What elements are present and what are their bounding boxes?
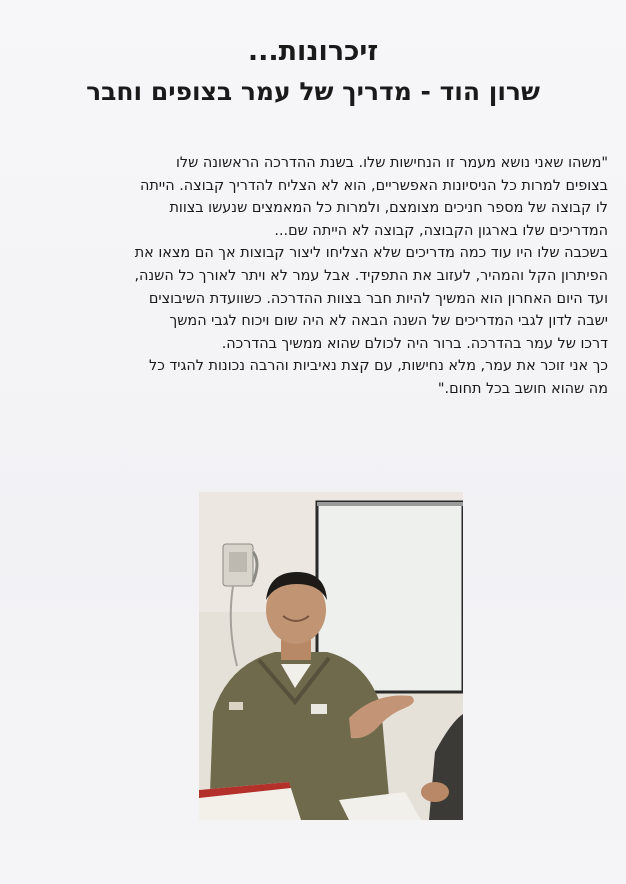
quote-line: ועד היום האחרון הוא המשיך להיות חבר בצוות ההדרכה. כשוועדת השיבוצים xyxy=(148,290,608,307)
quote-line: בצופים למרות כל הניסיונות האפשריים, הוא לא הצליח להדריך קבוצה. הייתה xyxy=(139,177,608,194)
quote-line: מה שהוא חושב בכל תחום." xyxy=(437,380,608,397)
photo xyxy=(199,492,463,820)
quote-line: לו קבוצה של מספר חניכים מצומצם, ולמרות כל המאמצים שנעשו בצוות xyxy=(169,200,608,217)
quote-line: דרכו של עמר בהדרכה. ברור היה לכולם שהוא ממשיך בהדרכה. xyxy=(221,335,608,352)
quote-line: "משהו שאני נושא מעמר זו הנחישות שלו. בשנת ההדרכה הראשונה שלו xyxy=(175,155,608,171)
quote-line: הפיתרון הקל והמהיר, לעזוב את התפקיד. אבל עמר לא ויתר לאורך כל השנה, xyxy=(134,267,608,284)
quote-line: המדריכים שלו בארגון הקבוצה, קבוצה לא הייתה שם... xyxy=(274,222,608,239)
memory-quote xyxy=(22,152,608,401)
photo-of-young-man-icon xyxy=(199,492,463,820)
quote-line: ישבה לדון לגבי המדריכים של השנה הבאה לא היה שום ויכוח לגבי המשך xyxy=(169,313,608,330)
quote-line: כך אני זוכר את עמר, מלא נחישות, עם קצת נאיביות והרבה נכונות להגיד כל xyxy=(149,358,608,375)
page-subtitle: שרון הוד - מדריך של עמר בצופים וחבר xyxy=(86,77,540,106)
page-title: זיכרונות... xyxy=(247,36,379,67)
quote-line: בשכבה שלו היו עוד כמה מדריכים שלא הצליחו ליצור קבוצות אך הם מצאו את xyxy=(134,245,608,262)
